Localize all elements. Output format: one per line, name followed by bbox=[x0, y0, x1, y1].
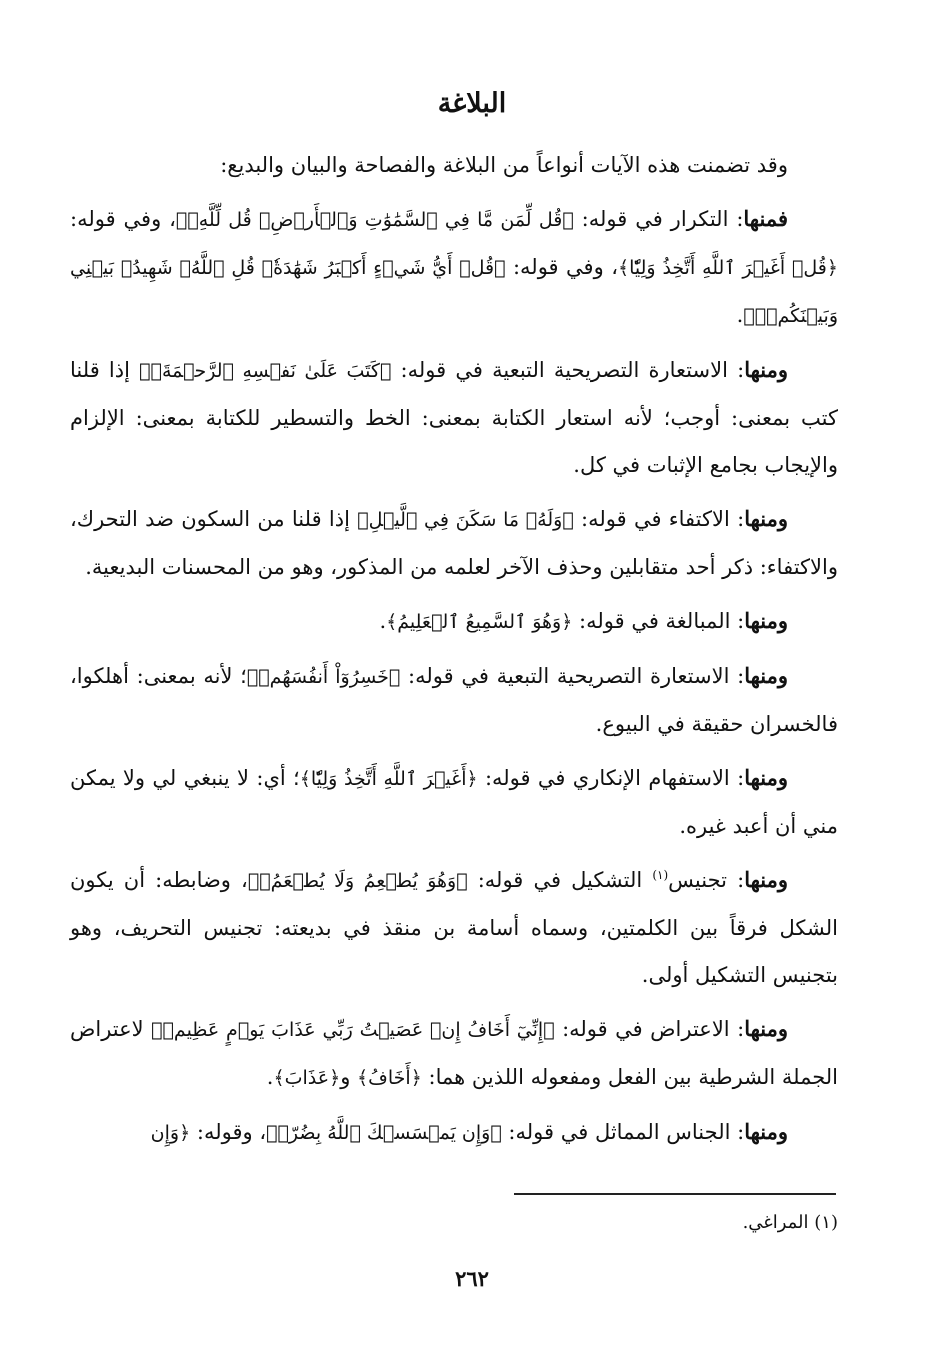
paragraph-text: : المبالغة في قوله: bbox=[572, 609, 745, 633]
paragraph-homonymy bbox=[70, 1108, 838, 1157]
quran-verse: ﴿خَسِرُوٓاْ أَنفُسَهُمۡ﴾ bbox=[246, 666, 401, 688]
paragraph-lead: ومنها bbox=[744, 1016, 788, 1041]
paragraph-text: و bbox=[340, 1065, 358, 1089]
paragraph-rhetorical-question bbox=[70, 754, 838, 850]
paragraph-text: ، وفي قوله: bbox=[70, 207, 176, 231]
paragraph-text: . bbox=[736, 303, 744, 327]
paragraph-hyperbole bbox=[70, 597, 838, 646]
quran-verse: ﴿إِنِّيٓ أَخَافُ إِنۡ عَصَيۡتُ رَبِّي عَذَابَ يَوۡمٍ عَظِيمٖ﴾ bbox=[151, 1019, 555, 1041]
quran-verse: ﴿وَلَهُۥ مَا سَكَنَ فِي ٱلَّيۡلِ﴾ bbox=[357, 509, 574, 531]
paragraph-parenthesis bbox=[70, 1005, 838, 1102]
page-number: ٢٦٢ bbox=[455, 1266, 489, 1291]
paragraph-text: : الاستعارة التصريحية التبعية في قوله: bbox=[391, 358, 745, 382]
quran-verse: ﴿عَذَابَ﴾ bbox=[273, 1067, 341, 1089]
quran-verse: ﴿أَخَافُ﴾ bbox=[357, 1067, 422, 1089]
paragraph-text: : التكرار في قوله: bbox=[573, 207, 744, 231]
paragraph-text: : الاعتراض في قوله: bbox=[554, 1017, 745, 1041]
quran-verse: ﴿قُل لِّمَن مَّا فِي ٱلسَّمَٰوَٰتِ وَٱلۡأَرۡضِۖ قُل لِّلَّهِۚ﴾ bbox=[175, 209, 574, 231]
footnote-divider bbox=[514, 1193, 836, 1195]
page-title: البلاغة bbox=[437, 88, 507, 119]
paragraph-text: إذا قلنا كتب بمعنى: أوجب؛ لأنه استعار الكتابة بمعنى: الخط والتسطير للكتابة بمعنى: الإلزام والإيجاب بجامع الإثبات في كل. bbox=[70, 358, 838, 477]
paragraph-text: . bbox=[266, 1065, 274, 1089]
quran-verse: ﴿وَإِن يَمۡسَسۡكَ ٱللَّهُ بِضُرّٖ﴾ bbox=[266, 1122, 502, 1144]
quran-verse: ﴿كَتَبَ عَلَىٰ نَفۡسِهِ ٱلرَّحۡمَةَۚ﴾ bbox=[139, 360, 392, 382]
paragraph-text: إذا قلنا من السكون ضد التحرك، والاكتفاء: ذكر أحد متقابلين وحذف الآخر لعلمه من المذكور، وهو من المحسنات البديعية. bbox=[70, 507, 838, 579]
paragraph-text: لاعتراض الجملة الشرطية بين الفعل ومفعوله اللذين هما: bbox=[70, 1017, 838, 1089]
paragraph-metaphor bbox=[70, 346, 838, 489]
paragraph-text: ؛ أي: لا ينبغي لي ولا يمكن مني أن أعبد غيره. bbox=[70, 766, 838, 838]
paragraph-repetition bbox=[70, 195, 838, 340]
paragraph-sufficiency bbox=[70, 495, 838, 591]
paragraph-metaphor-loss bbox=[70, 652, 838, 748]
paragraph-text: : الاستعارة التصريحية التبعية في قوله: bbox=[400, 664, 745, 688]
paragraph-lead: ومنها bbox=[744, 867, 788, 892]
paragraph-lead: فمنها bbox=[743, 206, 789, 231]
quran-verse: ﴿وَإِن bbox=[150, 1122, 191, 1144]
paragraph-text: ، وفي قوله: bbox=[505, 255, 618, 279]
footnote-marker[interactable]: (١) bbox=[652, 868, 669, 882]
paragraph-lead: ومنها bbox=[744, 1119, 788, 1144]
paragraph-lead: ومنها bbox=[744, 506, 789, 531]
quran-verse: ﴿وَهُوَ ٱلسَّمِيعُ ٱلۡعَلِيمُ﴾ bbox=[386, 611, 573, 633]
paragraph-text: : تجنيس bbox=[668, 868, 745, 892]
quran-verse: ﴿قُلۡ أَيُّ شَيۡءٍ أَكۡبَرُ شَهَٰدَةٗۖ قُلِ ٱللَّهُۖ شَهِيدُۢ بَيۡنِي وَبَيۡنَكُمۡۚ﴾ bbox=[70, 257, 838, 327]
paragraph-paronomasia bbox=[70, 856, 838, 999]
paragraph-text: ؛ لأنه بمعنى: أهلكوا، فالخسران حقيقة في البيوع. bbox=[70, 664, 838, 736]
paragraph-text: ، وضابطه: أن يكون الشكل فرقاً بين الكلمتين، وسماه أسامة بن منقذ في بديعته: تجنيس التحريف، وهو بتجنيس التشكيل أولى. bbox=[70, 868, 838, 987]
paragraph-lead: ومنها bbox=[744, 663, 789, 688]
paragraph-text: ، وقوله: bbox=[190, 1120, 267, 1144]
quran-verse: ﴿قُلۡ أَغَيۡرَ ٱللَّهِ أَتَّخِذُ وَلِيّٗا﴾ bbox=[617, 257, 838, 279]
body-text bbox=[70, 142, 838, 1163]
paragraph-text: التشكيل في قوله: bbox=[467, 868, 653, 892]
paragraph-lead: ومنها bbox=[744, 608, 788, 633]
footnote: (١) المراغي. bbox=[742, 1212, 838, 1233]
paragraph-text: : الاستفهام الإنكاري في قوله: bbox=[477, 766, 745, 790]
paragraph-text: : الاكتفاء في قوله: bbox=[573, 507, 745, 531]
paragraph-lead: ومنها bbox=[744, 765, 788, 790]
intro-paragraph: وقد تضمنت هذه الآيات أنواعاً من البلاغة والفصاحة والبيان والبديع: bbox=[220, 153, 788, 177]
quran-verse: ﴿وَهُوَ يُطۡعِمُ وَلَا يُطۡعَمُۗ﴾ bbox=[247, 870, 468, 892]
paragraph-text: . bbox=[379, 609, 387, 633]
quran-verse: ﴿أَغَيۡرَ ٱللَّهِ أَتَّخِذُ وَلِيّٗا﴾ bbox=[299, 768, 478, 790]
paragraph-lead: ومنها bbox=[744, 357, 788, 382]
paragraph-text: : الجناس المماثل في قوله: bbox=[501, 1120, 745, 1144]
